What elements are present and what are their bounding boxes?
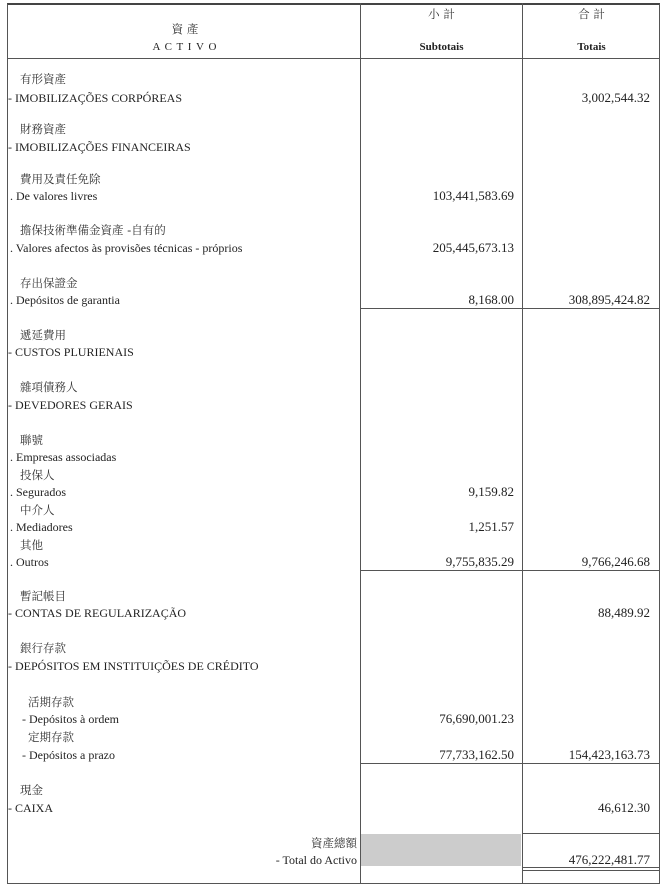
- header-divider: [7, 58, 660, 59]
- subtotal-value: 9,755,835.29: [445, 554, 514, 569]
- row-label: - Depósitos à ordem: [22, 712, 119, 726]
- total-header-zh: 合 計: [578, 7, 605, 21]
- row-label-zh: 遞延費用: [20, 328, 66, 342]
- subtotal-header: Subtotais: [419, 41, 464, 53]
- total-value: 46,612.30: [598, 800, 650, 815]
- row-label-zh: 其他: [20, 538, 43, 552]
- row-label: - CUSTOS PLURIENAIS: [8, 345, 134, 359]
- grand-total-value: 476,222,481.77: [568, 852, 650, 867]
- subtotal-header-zh: 小 計: [428, 7, 455, 21]
- subtotal-rule: [361, 570, 522, 571]
- row-label-zh: 活期存款: [28, 695, 74, 709]
- row-label: . Outros: [10, 555, 49, 569]
- row-label: - IMOBILIZAÇÕES FINANCEIRAS: [8, 140, 191, 154]
- row-label-zh: 財務資產: [20, 122, 66, 136]
- double-underline: [523, 867, 660, 868]
- row-label-zh: 中介人: [20, 503, 55, 517]
- subtotal-value: 1,251.57: [468, 519, 514, 534]
- row-label: . Valores afectos às provisões técnicas - próprios: [10, 241, 243, 255]
- subtotal-rule: [361, 763, 522, 764]
- grand-total-label: - Total do Activo: [275, 853, 357, 867]
- row-label-zh: 有形資產: [20, 72, 66, 86]
- row-label-zh: 暫記帳目: [20, 589, 66, 603]
- row-label-zh: 雜項債務人: [20, 380, 78, 394]
- total-value: 88,489.92: [598, 605, 650, 620]
- subtotal-value: 103,441,583.69: [432, 188, 514, 203]
- total-value: 154,423,163.73: [568, 747, 650, 762]
- row-label-zh: 擔保技術準備金資產 -自有的: [20, 223, 166, 237]
- row-label: . Depósitos de garantia: [10, 293, 120, 307]
- row-label-zh: 投保人: [20, 468, 55, 482]
- row-label-zh: 定期存款: [28, 730, 74, 744]
- row-label: - CONTAS DE REGULARIZAÇÃO: [8, 606, 187, 620]
- row-label: - DEPÓSITOS EM INSTITUIÇÕES DE CRÉDITO: [8, 659, 259, 673]
- total-rule: [523, 833, 660, 834]
- activo-header: A C T I V O: [152, 41, 218, 53]
- subtotal-value: 76,690,001.23: [439, 711, 514, 726]
- row-label-zh: 現金: [20, 783, 43, 797]
- row-label: - DEVEDORES GERAIS: [8, 398, 133, 412]
- double-underline: [523, 870, 660, 871]
- row-label: - IMOBILIZAÇÕES CORPÓREAS: [8, 91, 183, 105]
- subtotal-rule: [361, 308, 522, 309]
- total-header: Totais: [577, 41, 606, 53]
- row-label-zh: 費用及責任免除: [20, 172, 101, 186]
- row-label: - CAIXA: [8, 801, 53, 815]
- row-label: - Depósitos a prazo: [22, 748, 115, 762]
- row-label-zh: 聯號: [20, 433, 43, 447]
- row-label-zh: 銀行存款: [20, 641, 66, 655]
- subtotal-value: 9,159.82: [468, 484, 514, 499]
- subtotal-value: 77,733,162.50: [439, 747, 514, 762]
- row-label: . De valores livres: [10, 189, 98, 203]
- row-label-zh: 存出保證金: [20, 276, 78, 290]
- total-value: 308,895,424.82: [568, 292, 650, 307]
- row-label: . Segurados: [10, 485, 66, 499]
- total-rule: [523, 763, 660, 764]
- subtotal-value: 8,168.00: [468, 292, 514, 307]
- total-value: 9,766,246.68: [581, 554, 650, 569]
- row-label: . Mediadores: [10, 520, 73, 534]
- total-rule: [523, 570, 660, 571]
- row-label: . Empresas associadas: [10, 450, 117, 464]
- total-value: 3,002,544.32: [581, 90, 650, 105]
- subtotal-value: 205,445,673.13: [432, 240, 514, 255]
- activo-header-zh: 資 產: [171, 22, 199, 36]
- shaded-cell: [361, 834, 521, 866]
- total-rule: [523, 308, 660, 309]
- grand-total-label-zh: 資產總額: [311, 836, 357, 850]
